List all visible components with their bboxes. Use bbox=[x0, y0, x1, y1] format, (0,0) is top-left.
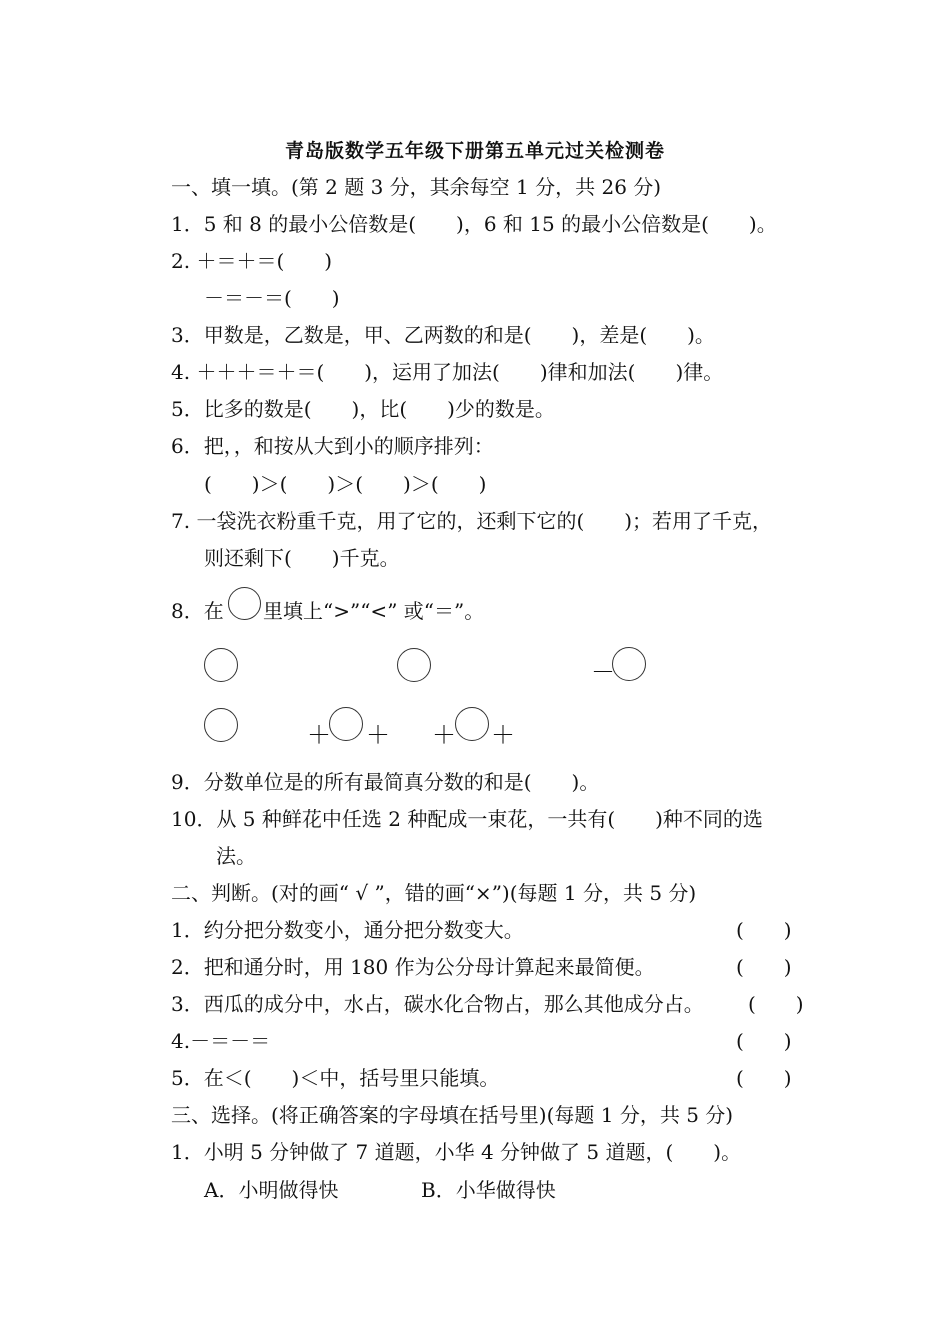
question-1-3: 3．甲数是，乙数是，甲、乙两数的和是( )，差是( )。 bbox=[171, 323, 715, 347]
section1-heading: 一、填一填。(第 2 题 3 分，其余每空 1 分，共 26 分) bbox=[171, 175, 662, 199]
choice-option-b[interactable]: B．小华做得快 bbox=[421, 1178, 556, 1202]
question-1-10a: 10．从 5 种鲜花中任选 2 种配成一束花，一共有( )种不同的选 bbox=[171, 807, 763, 831]
compare-circle-3[interactable] bbox=[612, 647, 646, 681]
judge-item-2: 2．把和通分时，用 180 作为公分母计算起来最简便。 bbox=[171, 955, 655, 979]
question-1-7a: 7. 一袋洗衣粉重千克，用了它的，还剩下它的( )；若用了千克， bbox=[171, 509, 773, 533]
judge-item-4: 4.－＝－＝ bbox=[171, 1029, 271, 1053]
question-1-5: 5．比多的数是( )，比( )少的数是。 bbox=[171, 397, 555, 421]
judge-blank-5[interactable]: ( ) bbox=[736, 1066, 792, 1090]
question-1-6-blanks: ( )＞( )＞( )＞( ) bbox=[204, 472, 487, 496]
question-1-2b: －＝－＝( ) bbox=[204, 286, 340, 310]
plus-sign: ＋ bbox=[307, 721, 331, 749]
minus-sign: － bbox=[591, 658, 615, 686]
choice-option-a[interactable]: A．小明做得快 bbox=[204, 1178, 339, 1202]
compare-circle-6[interactable] bbox=[455, 707, 489, 741]
judge-blank-3[interactable]: ( ) bbox=[748, 992, 804, 1016]
question-1-8-suffix: 里填上“>”“<” 或“＝”。 bbox=[263, 599, 485, 623]
judge-item-3: 3．西瓜的成分中，水占，碳水化合物占，那么其他成分占。 bbox=[171, 992, 704, 1016]
question-1-4: 4. ＋＋＋＝＋＝( )，运用了加法( )律和加法( )律。 bbox=[171, 360, 724, 384]
judge-blank-1[interactable]: ( ) bbox=[736, 918, 792, 942]
question-1-6: 6．把，，和按从大到小的顺序排列： bbox=[171, 434, 494, 458]
compare-circle-example bbox=[228, 587, 261, 620]
compare-circle-4[interactable] bbox=[204, 708, 238, 742]
plus-sign: ＋ bbox=[432, 721, 456, 749]
question-1-8-prefix: 8．在 bbox=[171, 599, 224, 623]
compare-circle-1[interactable] bbox=[204, 648, 238, 682]
section2-heading: 二、判断。(对的画“ √ ”，错的画“×”)(每题 1 分，共 5 分) bbox=[171, 881, 697, 905]
judge-item-1: 1．约分把分数变小，通分把分数变大。 bbox=[171, 918, 524, 942]
question-1-2a: 2. ＋＝＋＝( ) bbox=[171, 249, 333, 273]
plus-sign: ＋ bbox=[491, 721, 515, 749]
judge-item-5: 5．在＜( )＜中，括号里只能填。 bbox=[171, 1066, 500, 1090]
page-title: 青岛版数学五年级下册第五单元过关检测卷 bbox=[284, 140, 665, 162]
question-1-7b: 则还剩下( )千克。 bbox=[204, 546, 400, 570]
question-1-1: 1．5 和 8 的最小公倍数是( )，6 和 15 的最小公倍数是( )。 bbox=[171, 212, 777, 236]
question-1-9: 9．分数单位是的所有最简真分数的和是( )。 bbox=[171, 770, 600, 794]
judge-blank-2[interactable]: ( ) bbox=[736, 955, 792, 979]
section3-heading: 三、选择。(将正确答案的字母填在括号里)(每题 1 分，共 5 分) bbox=[171, 1103, 734, 1127]
compare-circle-5[interactable] bbox=[329, 707, 363, 741]
judge-blank-4[interactable]: ( ) bbox=[736, 1029, 792, 1053]
choice-question-1: 1．小明 5 分钟做了 7 道题，小华 4 分钟做了 5 道题，( )。 bbox=[171, 1140, 742, 1164]
plus-sign: ＋ bbox=[366, 721, 390, 749]
compare-circle-2[interactable] bbox=[397, 648, 431, 682]
question-1-10b: 法。 bbox=[216, 844, 256, 868]
